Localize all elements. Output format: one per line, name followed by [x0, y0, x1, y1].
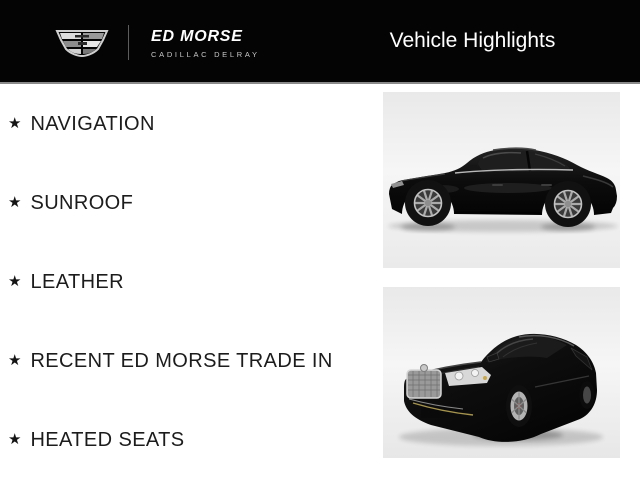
rear-wheel	[580, 381, 595, 409]
feature-label: NAVIGATION	[30, 113, 155, 135]
star-icon: ★	[8, 194, 22, 211]
feature-label: RECENT ED MORSE TRADE IN	[30, 350, 333, 372]
front-wheel	[405, 180, 451, 226]
page-title: Vehicle Highlights	[389, 29, 556, 52]
dealer-subtitle: CADILLAC DELRAY	[151, 50, 260, 59]
front-wheel	[506, 385, 532, 427]
star-icon: ★	[8, 431, 22, 448]
feature-item-heated-seats	[0, 401, 382, 480]
rear-wheel	[545, 181, 591, 227]
dealer-name: ED MORSE	[151, 28, 243, 45]
header-bar	[0, 0, 640, 84]
feature-label: HEATED SEATS	[30, 429, 185, 451]
star-icon: ★	[8, 115, 22, 132]
vehicle-photo-front-quarter	[383, 287, 620, 458]
feature-item-navigation	[0, 85, 382, 164]
feature-item-trade-in	[0, 322, 382, 401]
feature-list	[0, 85, 382, 480]
cadillac-crest-icon	[53, 27, 111, 63]
feature-label: SUNROOF	[30, 192, 134, 214]
star-icon: ★	[8, 273, 22, 290]
grille	[407, 365, 441, 399]
vehicle-photo-side	[383, 92, 620, 268]
feature-item-leather	[0, 243, 382, 322]
header-divider	[128, 25, 129, 60]
star-icon: ★	[8, 352, 22, 369]
dealer-brand	[151, 28, 260, 59]
feature-label: LEATHER	[30, 271, 125, 293]
feature-item-sunroof	[0, 164, 382, 243]
